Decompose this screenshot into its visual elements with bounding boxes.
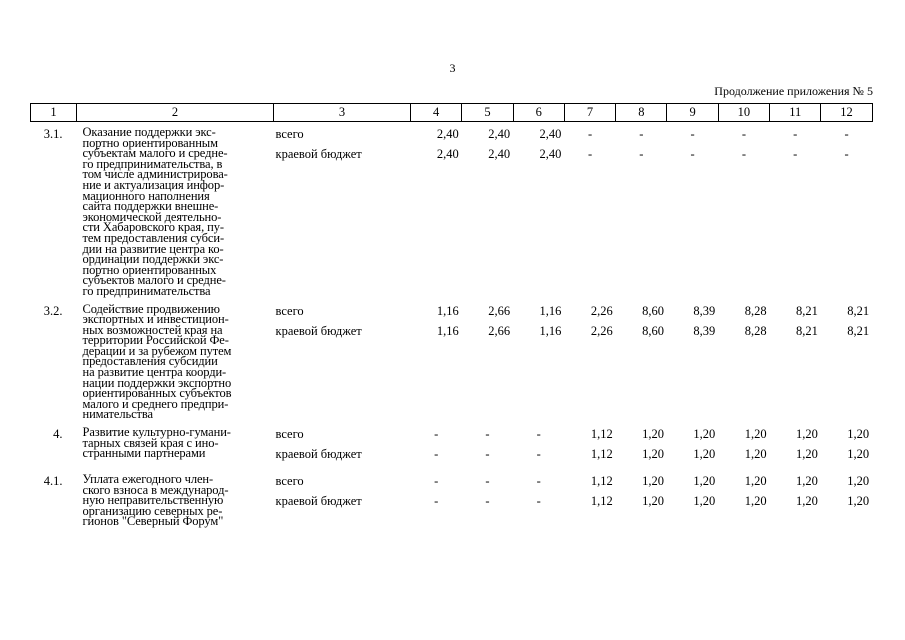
value-total: -: [639, 127, 644, 141]
page-number: 3: [449, 61, 456, 75]
value-total: 8,60: [642, 303, 664, 318]
value-regional: 2,40: [436, 147, 459, 161]
value-regional: 1,16: [539, 323, 562, 338]
value-total: 2,26: [590, 303, 613, 318]
row-number: 3.1.: [43, 127, 63, 141]
value-cell: [616, 469, 667, 527]
value-regional: -: [485, 494, 490, 509]
row-name-cell: [77, 122, 274, 297]
value-cell: [770, 422, 821, 467]
value-total: -: [485, 474, 490, 489]
value-total: 8,39: [693, 303, 716, 318]
header-cell: 5: [462, 104, 513, 122]
row-name: Содействие продвижению экспортных и инвестицион- ных возможностей края на территории Российской Фе- дерации и за рубежом путем предоставления субсидии на развитие центра коорди- нации поддержки экспортно ориентированных субъектов малого и среднего предпри- нимательства: [82, 301, 232, 422]
value-cell: [718, 469, 769, 527]
value-cell: [462, 122, 513, 297]
header-cell: 7: [564, 104, 615, 122]
funding-source-regional: краевой бюджет: [275, 147, 362, 161]
header-cell: 4: [411, 104, 462, 122]
value-cell: [411, 122, 462, 297]
value-regional: 1,20: [796, 494, 818, 509]
value-cell: [667, 469, 718, 527]
value-cell: [821, 469, 872, 527]
value-cell: [821, 122, 872, 297]
value-regional: 1,20: [693, 447, 716, 462]
value-regional: 2,26: [590, 323, 613, 338]
value-regional: 1,20: [693, 494, 716, 509]
table-row: [31, 299, 873, 421]
funding-source-regional: краевой бюджет: [275, 447, 362, 462]
value-regional: 2,40: [539, 147, 562, 161]
header-cell: 2: [77, 104, 274, 122]
value-regional: 2,66: [488, 323, 511, 338]
value-regional: 1,12: [590, 494, 613, 509]
value-total: -: [536, 474, 541, 489]
table-body: [31, 122, 873, 530]
value-total: 2,40: [436, 127, 459, 141]
value-total: 1,12: [590, 427, 613, 442]
value-regional: 1,20: [642, 447, 664, 462]
appendix-note: Продолжение приложения № 5: [714, 84, 873, 98]
value-total: 1,20: [847, 474, 870, 489]
funding-source-regional: краевой бюджет: [275, 323, 362, 338]
value-cell: [718, 122, 769, 297]
value-total: 1,16: [436, 303, 459, 318]
value-total: -: [793, 127, 798, 141]
header-cell: 9: [667, 104, 718, 122]
value-cell: [770, 299, 821, 421]
value-cell: [564, 299, 615, 421]
value-cell: [667, 422, 718, 467]
row-name-cell: [77, 299, 274, 421]
value-cell: [667, 122, 718, 297]
funding-source-total: всего: [275, 303, 304, 318]
value-regional: 1,20: [847, 494, 870, 509]
row-name: Развитие культурно-гумани- тарных связей края с ино- странными партнерами: [82, 425, 231, 461]
value-total: 1,20: [744, 427, 767, 442]
value-total: 1,20: [693, 427, 716, 442]
value-total: 1,20: [642, 474, 664, 489]
value-regional: -: [434, 447, 439, 462]
value-cell: [513, 422, 564, 467]
value-total: -: [741, 127, 747, 141]
value-regional: 1,20: [642, 494, 664, 509]
value-cell: [411, 299, 462, 421]
funding-source-cell: [274, 469, 411, 527]
value-total: 8,28: [744, 303, 767, 318]
value-regional: 8,60: [642, 323, 664, 338]
value-cell: [821, 299, 872, 421]
funding-source-total: всего: [275, 127, 304, 141]
value-cell: [821, 422, 872, 467]
value-cell: [513, 469, 564, 527]
value-cell: [616, 299, 667, 421]
value-cell: [667, 299, 718, 421]
budget-table-sheet: [30, 103, 872, 529]
value-cell: [770, 122, 821, 297]
value-regional: 8,21: [796, 323, 818, 338]
value-total: 1,16: [539, 303, 562, 318]
value-cell: [770, 469, 821, 527]
row-number: 4.1.: [43, 474, 63, 489]
row-number: 4.: [53, 427, 63, 442]
value-total: 1,20: [796, 474, 818, 489]
value-regional: 8,39: [693, 323, 716, 338]
value-regional: 8,21: [847, 323, 870, 338]
row-name: Оказание поддержки экс- портно ориентированным субъектам малого и средне- го предпринимательства, в том числе администрирова- ние и актуализация инфор- мационного наполнения сайта поддержки внешне- экономической деятельно- сти Хабаровского края, пу- тем предоставления субси- дии на развитие центра ко- ординации поддержки экс- портно ориентированных субъектов малого и средне- го предпринимательства: [82, 125, 228, 298]
header-cell: 11: [770, 104, 821, 122]
value-regional: -: [485, 447, 490, 462]
value-cell: [616, 122, 667, 297]
value-regional: 2,40: [488, 147, 511, 161]
value-regional: -: [741, 147, 747, 161]
table-row: [31, 469, 873, 527]
value-regional: -: [844, 147, 849, 161]
value-cell: [564, 422, 615, 467]
value-cell: [462, 299, 513, 421]
value-total: -: [485, 427, 490, 442]
row-name: Уплата ежегодного член- ского взноса в международ- ную неправительственную организацию северных ре- гионов "Северный Форум": [82, 472, 229, 529]
header-cell: 10: [718, 104, 769, 122]
table-row: [31, 422, 873, 467]
value-cell: [616, 422, 667, 467]
funding-source-total: всего: [275, 427, 304, 442]
value-cell: [718, 299, 769, 421]
value-regional: -: [536, 494, 541, 509]
value-total: 1,12: [590, 474, 613, 489]
value-total: 1,20: [744, 474, 767, 489]
value-total: -: [434, 474, 439, 489]
header-cell: 6: [513, 104, 564, 122]
value-total: 8,21: [847, 303, 870, 318]
value-regional: 8,28: [744, 323, 767, 338]
value-regional: 1,16: [436, 323, 459, 338]
table-row: [31, 122, 873, 297]
header-cell: 1: [31, 104, 77, 122]
value-cell: [718, 422, 769, 467]
value-cell: [411, 422, 462, 467]
value-total: -: [536, 427, 541, 442]
value-total: 1,20: [796, 427, 818, 442]
header-cell: 3: [274, 104, 411, 122]
header-cell: 12: [821, 104, 872, 122]
header-row: [31, 104, 873, 122]
funding-source-total: всего: [275, 474, 304, 489]
row-name-cell: [77, 469, 274, 527]
value-regional: 1,12: [590, 447, 613, 462]
value-total: 1,20: [847, 427, 870, 442]
value-total: 8,21: [796, 303, 818, 318]
value-cell: [513, 122, 564, 297]
value-total: -: [434, 427, 439, 442]
row-name-cell: [77, 422, 274, 467]
funding-source-cell: [274, 299, 411, 421]
value-regional: -: [690, 147, 695, 161]
value-regional: -: [536, 447, 541, 462]
value-cell: [513, 299, 564, 421]
budget-table: [30, 103, 873, 529]
value-cell: [462, 422, 513, 467]
value-total: 2,66: [488, 303, 511, 318]
value-total: -: [587, 127, 593, 141]
value-regional: -: [434, 494, 439, 509]
value-total: -: [844, 127, 849, 141]
funding-source-cell: [274, 122, 411, 297]
value-total: 1,20: [693, 474, 716, 489]
value-total: 2,40: [539, 127, 562, 141]
value-regional: 1,20: [744, 494, 767, 509]
value-regional: -: [793, 147, 798, 161]
value-cell: [564, 122, 615, 297]
value-total: 1,20: [642, 427, 664, 442]
header-cell: 8: [616, 104, 667, 122]
value-regional: 1,20: [847, 447, 870, 462]
value-total: -: [690, 127, 695, 141]
value-regional: 1,20: [796, 447, 818, 462]
value-total: 2,40: [488, 127, 511, 141]
value-regional: -: [587, 147, 593, 161]
value-cell: [411, 469, 462, 527]
row-number: 3.2.: [43, 303, 63, 318]
funding-source-cell: [274, 422, 411, 467]
value-cell: [564, 469, 615, 527]
value-regional: -: [639, 147, 644, 161]
funding-source-regional: краевой бюджет: [275, 494, 362, 509]
value-cell: [462, 469, 513, 527]
value-regional: 1,20: [744, 447, 767, 462]
